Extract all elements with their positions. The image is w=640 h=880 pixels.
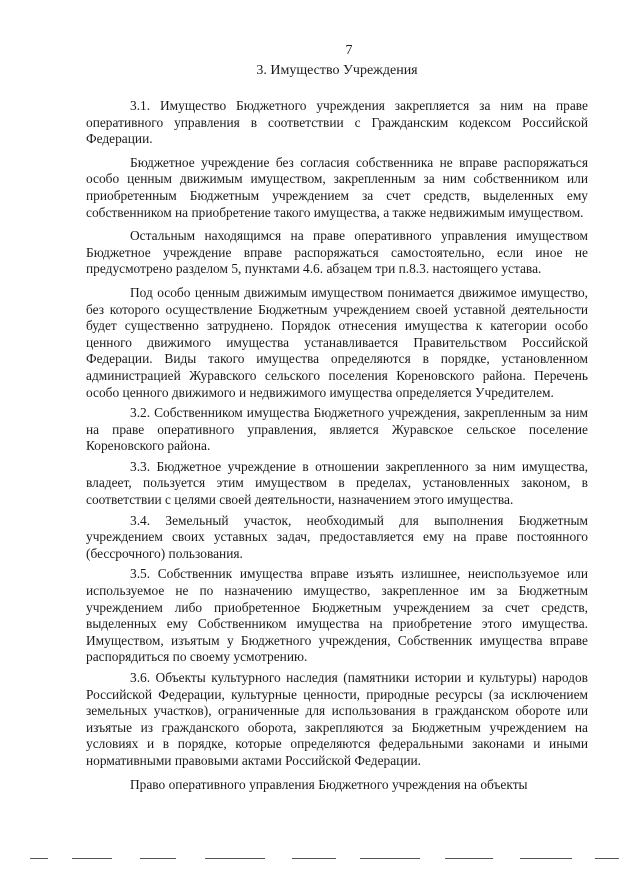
scan-mark xyxy=(360,858,420,859)
paragraph-3-6: 3.6. Объекты культурного наследия (памятники истории и культуры) народов Российской Федерации, культурные ценности, природные ресурсы (за исключением земельных участков), ограниченные для использования в гражданском обороте или изъятые из гражданского оборота, закрепляются за Бюджетным учреждением на условиях и в порядке, которые определяются федеральными законами и иными нормативными правовыми актами Российской Федерации. xyxy=(86,670,588,768)
scan-mark xyxy=(445,858,493,859)
paragraph-3-5: 3.5. Собственник имущества вправе изъять излишнее, неиспользуемое или используемое не по назначению имущество, закрепленное им за Бюджетным учреждением либо приобретенное Бюджетным учреждением за счет средств, выделенных ему Собственником имущества на приобретение этого имущества. Имуществом, изъятым у Бюджетного учреждения, Собственник имущества вправе распорядиться по своему усмотрению. xyxy=(86,566,588,665)
paragraph-3-2: 3.2. Собственником имущества Бюджетного учреждения, закрепленным за ним на праве оперативного управления, является Журавское сельское поселение Кореновского района. xyxy=(86,405,588,454)
scan-mark xyxy=(520,858,572,859)
scan-mark xyxy=(292,858,336,859)
scan-edge-marks xyxy=(30,858,620,862)
scan-mark xyxy=(595,858,619,859)
scan-mark xyxy=(72,858,112,859)
scan-mark xyxy=(205,858,265,859)
paragraph-3-4: 3.4. Земельный участок, необходимый для выполнения Бюджетным учреждением своих уставных задач, предоставляется ему на праве постоянного (бессрочного) пользования. xyxy=(86,512,588,561)
paragraph-other-property: Остальным находящимся на праве оперативного управления имуществом Бюджетное учреждение вправе распоряжаться самостоятельно, если иное не предусмотрено разделом 5, пунктами 4.6. абзацем три п.8.3. настоящего устава. xyxy=(86,228,588,277)
paragraph-operative-right: Право оперативного управления Бюджетного учреждения на объекты xyxy=(130,776,528,792)
section-title: 3. Имущество Учреждения xyxy=(256,63,418,78)
scan-mark xyxy=(140,858,176,859)
paragraph-3-1: 3.1. Имущество Бюджетного учреждения закрепляется за ним на праве оперативного управления в соответствии с Гражданским кодексом Российской Федерации. xyxy=(86,98,588,147)
scan-mark xyxy=(30,858,48,859)
page-number: 7 xyxy=(345,43,353,58)
paragraph-restriction: Бюджетное учреждение без согласия собственника не вправе распоряжаться особо ценным движимым имуществом, закрепленным за ним собственником или приобретенным Бюджетным учреждением за счет средств, выделенных ему собственником на приобретение такого имущества, а также недвижимым имуществом. xyxy=(86,154,588,220)
document-page xyxy=(86,42,588,800)
paragraph-valuable-property: Под особо ценным движимым имуществом понимается движимое имущество, без которого осуществление Бюджетным учреждением своей уставной деятельности будет существенно затруднено. Порядок отнесения имущества к категории особо ценного движимого имущества устанавливается Правительством Российской Федерации. Виды такого имущества определяются в порядке, установленном администрацией Журавского сельского поселения Кореновского района. Перечень особо ценного движимого и недвижимого имущества определяется Учредителем. xyxy=(86,284,588,400)
paragraph-3-3: 3.3. Бюджетное учреждение в отношении закрепленного за ним имущества, владеет, пользуется этим имуществом в пределах, установленных законом, в соответствии с целями своей деятельности, назначением этого имущества. xyxy=(86,458,588,508)
